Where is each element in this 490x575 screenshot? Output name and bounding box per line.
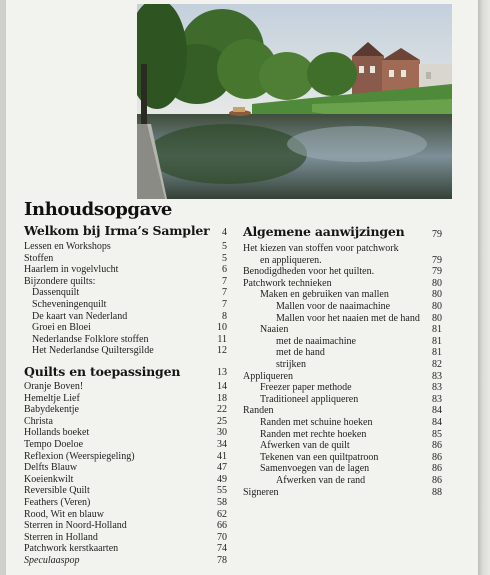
- toc-entry: [24, 404, 227, 416]
- toc-entry-page: 10: [217, 322, 227, 334]
- toc-entry-title: Het kiezen van stoffen voor patchwork: [243, 243, 399, 254]
- toc-entry: [24, 345, 227, 357]
- toc-entry-title: Randen met rechte hoeken: [260, 428, 367, 440]
- toc-entry: [243, 336, 442, 348]
- toc-entry-page: 6: [222, 264, 227, 276]
- toc-entry-page: 83: [432, 370, 442, 382]
- toc-entry-page: 83: [432, 393, 442, 405]
- toc-entry-title: Hollands boeket: [24, 427, 90, 439]
- section-page-quilts: 13: [217, 367, 227, 378]
- toc-entry-page: 12: [217, 345, 227, 357]
- toc-entry: [243, 371, 442, 383]
- toc-entry-page: 78: [217, 555, 227, 566]
- toc-entry-title: met de hand: [276, 347, 325, 359]
- toc-entry: [24, 311, 227, 323]
- toc-entry-title: Mallen voor het naaien met de hand: [276, 312, 420, 324]
- toc-entry: [243, 487, 442, 499]
- canal-photo: [137, 4, 452, 199]
- toc-entry-page: 86: [432, 463, 442, 475]
- toc-entry: [243, 266, 442, 278]
- toc-entry-page: 18: [217, 392, 227, 404]
- toc-entry: [243, 313, 442, 325]
- toc-entry-title: Reversible Quilt: [24, 485, 90, 497]
- book-spine: [478, 0, 490, 575]
- toc-entry-page: 74: [217, 543, 227, 555]
- toc-entry-page: 80: [432, 312, 442, 324]
- toc-entry-title: Christa: [24, 415, 53, 427]
- toc-entry: [243, 452, 442, 464]
- toc-entry-page: 79: [432, 266, 442, 278]
- toc-entry-page: 8: [222, 310, 227, 322]
- toc-entry: [243, 278, 442, 290]
- toc-entry-page: 5: [222, 241, 227, 252]
- toc-entry: [24, 474, 227, 486]
- toc-entry-page: 49: [217, 473, 227, 485]
- toc-entry-page: 82: [432, 359, 442, 370]
- toc-entry-page: 80: [432, 289, 442, 301]
- toc-entry-title: Sterren in Noord-Holland: [24, 520, 127, 532]
- toc-entry-page: 88: [432, 486, 442, 498]
- toc-entry-page: 7: [222, 299, 227, 310]
- toc-entry-page: 62: [217, 508, 227, 520]
- toc-entry: [24, 241, 227, 253]
- toc-entry-page: 58: [217, 497, 227, 508]
- toc-entry: [243, 255, 442, 267]
- section-heading-welkom: Welkom bij Irma’s Sampler: [24, 223, 210, 238]
- toc-entry-page: 70: [217, 531, 227, 543]
- toc-entry-title: en appliqueren.: [260, 254, 322, 266]
- toc-entry: [243, 417, 442, 429]
- toc-entry-page: 81: [432, 347, 442, 359]
- toc-entry: [24, 509, 227, 521]
- toc-entry: [24, 485, 227, 497]
- toc-entry-page: 86: [432, 440, 442, 452]
- toc-entry-title: Samenvoegen van de lagen: [260, 463, 370, 475]
- section-page-welkom: 4: [222, 227, 227, 238]
- toc-entry: [24, 451, 227, 463]
- toc-entry-title: De kaart van Nederland: [32, 310, 128, 322]
- toc-entry: [24, 253, 227, 265]
- toc-entry-title: Sterren in Holland: [24, 531, 98, 543]
- toc-entry-title: Rood, Wit en blauw: [24, 508, 104, 520]
- toc-entry: [24, 264, 227, 276]
- toc-entry-title: Stoffen: [24, 252, 54, 264]
- toc-entry-title: strijken: [276, 359, 306, 370]
- toc-entry-page: 41: [217, 450, 227, 462]
- toc-entry-title: Tempo Doeloe: [24, 439, 84, 450]
- toc-entry: [24, 416, 227, 428]
- toc-entry-title: Afwerken van de rand: [276, 475, 366, 486]
- toc-entry: [24, 532, 227, 544]
- toc-entry: [24, 299, 227, 311]
- toc-entry-page: 80: [432, 277, 442, 289]
- toc-entry-title: Groei en Bloei: [32, 322, 91, 334]
- toc-entry-title: Randen met schuine hoeken: [260, 417, 373, 428]
- toc-entry: [243, 289, 442, 301]
- toc-entry: [24, 393, 227, 405]
- toc-entry: [24, 520, 227, 532]
- toc-entry-title: Afwerken van de quilt: [260, 440, 350, 452]
- toc-entry-page: 7: [222, 287, 227, 299]
- toc-entry-page: 66: [217, 520, 227, 532]
- toc-entry: [243, 440, 442, 452]
- toc-entry: [24, 427, 227, 439]
- toc-entry: [24, 497, 227, 509]
- toc-entry-page: 30: [217, 427, 227, 439]
- toc-entry-title: Het Nederlandse Quiltersgilde: [32, 345, 154, 357]
- toc-entry: [243, 475, 442, 487]
- toc-entry-title: Patchwork kerstkaarten: [24, 543, 119, 555]
- toc-entry: [243, 405, 442, 417]
- toc-entry-page: 86: [432, 451, 442, 463]
- toc-entry: [243, 429, 442, 441]
- toc-entry-title: Reflexion (Weerspiegeling): [24, 450, 135, 462]
- toc-entry-title: Speculaaspop: [24, 555, 80, 566]
- toc-entry-title: Scheveningenquilt: [32, 299, 107, 310]
- toc-entry: [243, 347, 442, 359]
- toc-entry-page: 14: [217, 381, 227, 392]
- toc-entry-title: Haarlem in vogelvlucht: [24, 264, 119, 276]
- toc-entry: [24, 555, 227, 567]
- toc-entry-title: Oranje Boven!: [24, 381, 84, 392]
- toc-entry: [24, 381, 227, 393]
- toc-entry-page: 81: [432, 335, 442, 347]
- toc-entry-page: 84: [432, 405, 442, 417]
- toc-entry-title: Dassenquilt: [32, 287, 80, 299]
- page-title: Inhoudsopgave: [24, 199, 172, 220]
- toc-entry-page: 86: [432, 475, 442, 486]
- toc-entry-title: Randen: [243, 405, 274, 417]
- toc-entry: [24, 543, 227, 555]
- toc-entry-page: 85: [432, 428, 442, 440]
- toc-entry: [24, 287, 227, 299]
- toc-entry-page: 11: [217, 333, 227, 345]
- toc-entry-title: Hemeltje Lief: [24, 392, 80, 404]
- toc-entry-title: Nederlandse Folklore stoffen: [32, 333, 149, 345]
- toc-entry-title: Mallen voor de naaimachine: [276, 301, 391, 312]
- toc-entry-page: 25: [217, 415, 227, 427]
- toc-entry-title: Babydekentje: [24, 404, 79, 416]
- toc-entry-page: 34: [217, 439, 227, 450]
- toc-entry-title: Appliqueren: [243, 370, 293, 382]
- toc-entry-page: 55: [217, 485, 227, 497]
- toc-entry-title: Benodigdheden voor het quilten.: [243, 266, 375, 278]
- toc-entry-title: Signeren: [243, 486, 279, 498]
- toc-entry-page: 7: [222, 275, 227, 287]
- toc-entry-page: 5: [222, 252, 227, 264]
- toc-entry-title: Bijzondere quilts:: [24, 275, 96, 287]
- toc-entry-title: Patchwork technieken: [243, 277, 332, 289]
- toc-entry-title: Koeienkwilt: [24, 473, 74, 485]
- toc-entry: [24, 276, 227, 288]
- toc-entry-title: Tekenen van een quiltpatroon: [260, 451, 379, 463]
- section-page-algemeen: 79: [432, 229, 442, 240]
- toc-entry: [243, 382, 442, 394]
- toc-entry: [243, 324, 442, 336]
- toc-entry: [24, 334, 227, 346]
- toc-entry-title: Naaien: [260, 324, 289, 336]
- toc-entry-title: Maken en gebruiken van mallen: [260, 289, 389, 301]
- toc-entry-page: 81: [432, 324, 442, 336]
- toc-entry-page: 80: [432, 301, 442, 312]
- toc-entry: [243, 394, 442, 406]
- toc-entry-page: 22: [217, 404, 227, 416]
- toc-entry: [243, 463, 442, 475]
- toc-entry-title: Traditioneel appliqueren: [260, 393, 359, 405]
- toc-entry-page: 47: [217, 462, 227, 474]
- toc-entry: [243, 359, 442, 371]
- toc-entry-title: Delfts Blauw: [24, 462, 78, 474]
- toc-entry: [24, 462, 227, 474]
- toc-entry-title: Feathers (Veren): [24, 497, 91, 508]
- toc-entry: [243, 243, 442, 255]
- toc-entry-page: 83: [432, 382, 442, 394]
- toc-entry: [24, 322, 227, 334]
- section-heading-quilts: Quilts en toepassingen: [24, 364, 181, 379]
- toc-entry-title: met de naaimachine: [276, 335, 356, 347]
- toc-entry-page: 79: [432, 254, 442, 266]
- toc-entry: [24, 439, 227, 451]
- toc-entry-title: Freezer paper methode: [260, 382, 352, 394]
- toc-entry-title: Lessen en Workshops: [24, 241, 111, 252]
- section-heading-algemeen: Algemene aanwijzingen: [243, 224, 405, 239]
- toc-entry: [243, 301, 442, 313]
- toc-entry-page: 84: [432, 417, 442, 428]
